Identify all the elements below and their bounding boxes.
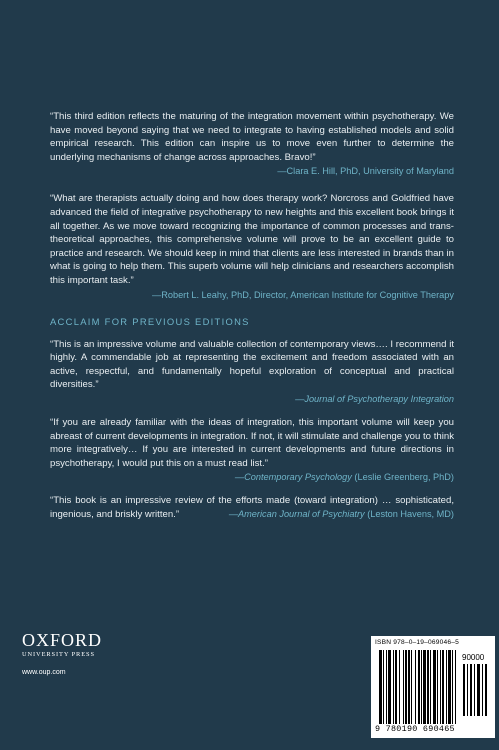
section-heading: ACCLAIM FOR PREVIOUS EDITIONS — [50, 315, 250, 327]
quote-text: “This book is an impressive review of the efforts made (toward integration) … sophisticated, ingenious, and briskly written.” — [50, 495, 454, 520]
barcode-bar — [415, 650, 416, 724]
quote-text: “This is an impressive volume and valuable collection of contemporary views…. I recommend it highly. A commendable job at representing the excitement and freedom associated with an active, respectful, and fundamentally hopeful exploration of conceptual and practical diversities.” — [50, 338, 454, 391]
endorsement-hill — [50, 110, 454, 178]
barcode-bar — [418, 650, 420, 724]
barcode-bar — [403, 650, 404, 724]
publisher-name: OXFORD — [22, 630, 103, 650]
endorsement-jpi — [50, 338, 454, 406]
barcode-bar — [433, 650, 436, 724]
barcode-bar — [446, 650, 447, 724]
barcode — [371, 636, 495, 738]
publisher-subtitle: UNIVERSITY PRESS — [22, 651, 95, 658]
barcode-bar — [405, 650, 407, 724]
barcode-bar — [395, 650, 397, 724]
endorsement-ajp — [50, 494, 454, 521]
endorsement-leahy — [50, 192, 454, 301]
barcode-bar — [388, 650, 391, 724]
barcode-bar — [386, 650, 387, 724]
barcode-bar — [393, 650, 394, 724]
barcode-bar — [452, 650, 453, 724]
barcode-digits: 9 780190 690465 — [375, 724, 455, 734]
isbn-label: ISBN 978–0–19–069046–5 — [375, 639, 459, 646]
barcode-bars — [379, 650, 459, 724]
barcode-bar — [421, 650, 422, 724]
source-person: (Leston Havens, MD) — [364, 509, 454, 520]
quote-text: “This third edition reflects the maturing of the integration movement within psychotherapy. We have moved beyond saying that we need to integrate to having established models and solid empirical research. This edition can inspire us to move even further to determine the underlying mechanisms of change across approaches. Bravo!” — [50, 111, 454, 163]
barcode-bar — [379, 650, 382, 724]
barcode-bar — [442, 650, 444, 724]
barcode-bar — [383, 650, 384, 724]
endorsement-cp — [50, 416, 454, 484]
quote-attribution: —Clara E. Hill, PhD, University of Maryland — [277, 166, 454, 177]
barcode-bar — [411, 650, 412, 724]
quote-attribution — [50, 471, 454, 484]
publisher-url: www.oup.com — [22, 669, 66, 676]
barcode-bar — [440, 650, 441, 724]
barcode-bar — [423, 650, 426, 724]
barcode-bar — [408, 650, 410, 724]
endorsements — [50, 110, 454, 531]
barcode-bar — [430, 650, 431, 724]
quote-attribution: —Robert L. Leahy, PhD, Director, American Institute for Cognitive Therapy — [152, 289, 454, 300]
barcode-bar — [448, 650, 451, 724]
source-title: —Journal of Psychotherapy Integration — [295, 393, 454, 404]
barcode-bar — [455, 650, 456, 724]
barcode-bar — [399, 650, 400, 724]
source-title: —American Journal of Psychiatry — [228, 509, 365, 520]
quote-text: “If you are already familiar with the ideas of integration, this important volume will keep you abreast of current developments in integration. If not, it will stimulate and challenge you to think more integratively… If you are interested in current developments and future directions in psychotherapy, I would put this on a must read list.” — [50, 416, 454, 469]
source-person: (Leslie Greenberg, PhD) — [351, 472, 454, 483]
price-barcode-bars — [463, 664, 489, 716]
source-title: —Contemporary Psychology — [234, 472, 352, 483]
publisher-logo — [22, 631, 102, 658]
quote-attribution — [50, 393, 454, 406]
barcode-bar — [427, 650, 429, 724]
quote-text: “What are therapists actually doing and how does therapy work? Norcross and Goldfried have advanced the field of integrative psychotherapy to new heights and this excellent book brings it all together. As we move toward recognizing the importance of common processes and trans-theoretical approaches, this comprehensive volume will prove to be an excellent guide to practice and research. We should keep in mind that clients are less interested in brands than in what is going to help them. This superb volume will help clinicians and researchers accomplish this important task.” — [50, 193, 454, 286]
barcode-bar — [437, 650, 438, 724]
price-code: 90000 — [462, 653, 485, 662]
